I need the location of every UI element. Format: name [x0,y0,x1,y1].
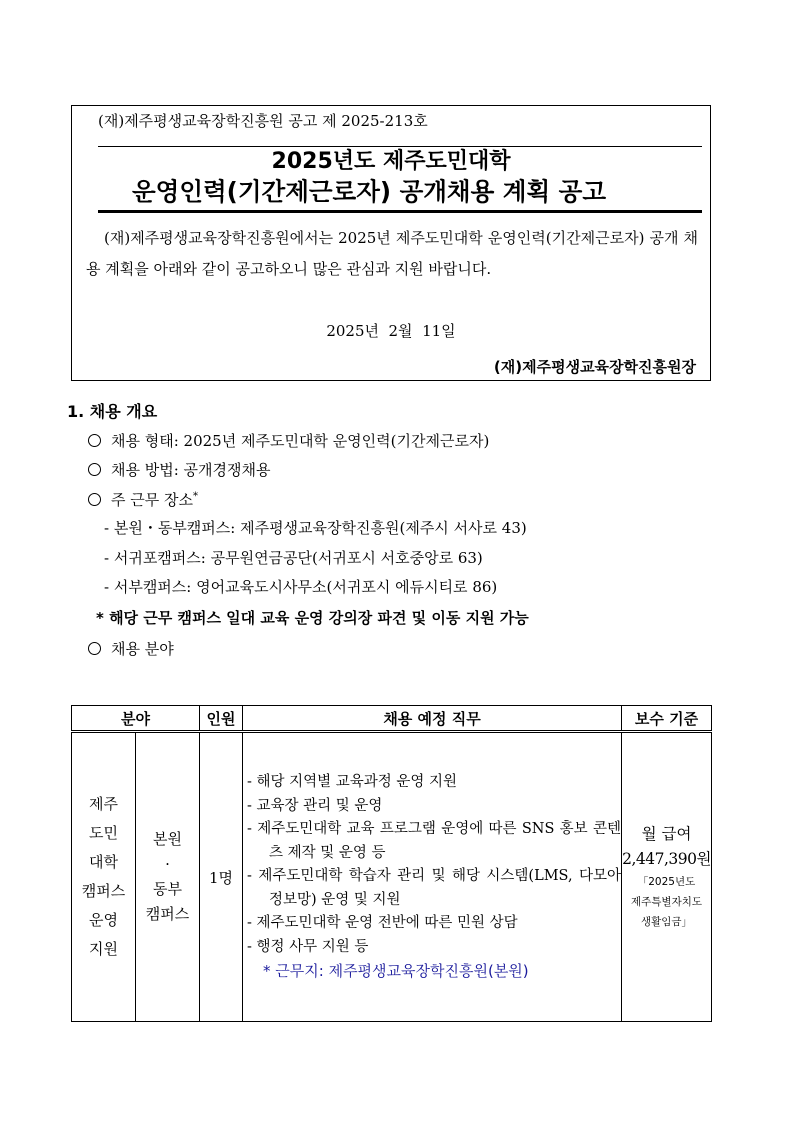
duties-list [247,771,621,959]
area-text: 제주 [89,795,118,813]
overview-type [88,430,489,451]
pay-label: 월 급여 [641,825,692,843]
notice-title-line2: 운영인력(기간제근로자) 공개채용 계획 공고 [132,177,606,206]
campus-text: 캠퍼스 [145,905,190,923]
notice-date: 2025년 2월 11일 [326,322,456,340]
header-headcount: 인원 [200,706,243,732]
location-item: - 서귀포캠퍼스: 공무원연금공단(서귀포시 서호중앙로 63) [104,549,483,567]
recruitment-table [71,705,712,1022]
overview-location-label: 주 근무 장소 [111,491,193,509]
area-text: 대학 [89,853,118,871]
section-heading-overview: 1. 채용 개요 [67,402,158,421]
header-field: 분야 [72,706,200,732]
circle-bullet-icon [88,463,101,476]
overview-method-text: 채용 방법: 공개경쟁채용 [111,461,271,479]
pay-note: 「2025년도 [637,876,696,888]
circle-bullet-icon [88,642,101,655]
workplace-note: * 근무지: 제주평생교육장학진흥원(본원) [263,962,529,980]
overview-method [88,459,271,480]
overview-field-text: 채용 분야 [111,640,174,658]
title-bottom-rule [98,210,702,213]
list-item: - 해당 지역별 교육과정 운영 지원 [247,774,458,790]
circle-bullet-icon [88,434,101,447]
headcount-cell: 1명 [200,732,243,1022]
notice-organization: (재)제주평생교육장학진흥원장 [493,358,696,376]
list-item: - 제주도민대학 학습자 관리 및 해당 시스템(LMS, 다모아정보망) 운영 및 지원 [247,868,622,908]
area-cell [72,732,136,1022]
table-row [72,732,712,1022]
overview-location [88,489,198,510]
list-item: - 행정 사무 지원 등 [247,938,369,955]
area-text: 도민 [89,824,118,842]
footnote-mark: * [193,491,198,502]
header-duties: 채용 예정 직무 [243,706,622,732]
campus-cell [136,732,200,1022]
list-item: - 제주도민대학 운영 전반에 따른 민원 상담 [247,915,518,931]
circle-bullet-icon [88,493,101,506]
list-item: - 교육장 관리 및 운영 [247,797,383,814]
campus-text: · [165,855,170,873]
list-item: - 제주도민대학 교육 프로그램 운영에 따른 SNS 홍보 콘텐츠 제작 및 운영 등 [247,821,622,861]
notice-number: (재)제주평생교육장학진흥원 공고 제 2025-213호 [98,112,428,130]
pay-amount: 2,447,390원 [622,850,711,868]
area-text: 캠퍼스 [81,882,126,900]
table-header-row [72,706,712,732]
pay-note: 생활임금」 [640,916,693,928]
notice-intro: (재)제주평생교육장학진흥원에서는 2025년 제주도민대학 운영인력(기간제근로자) 공개 채용 계획을 아래와 같이 공고하오니 많은 관심과 지원 바랍니다. [86,229,698,278]
location-item: - 서부캠퍼스: 영어교육도시사무소(서귀포시 에듀시티로 86) [104,578,498,596]
header-pay: 보수 기준 [622,706,712,732]
area-text: 지원 [89,940,118,958]
title-top-rule [98,146,702,147]
location-item: - 본원・동부캠퍼스: 제주평생교육장학진흥원(제주시 서사로 43) [104,519,527,537]
campus-text: 본원 [153,830,182,848]
notice-title-line1: 2025년도 제주도민대학 [271,149,511,174]
overview-field [88,638,174,659]
duties-cell [243,732,622,1022]
overview-type-text: 채용 형태: 2025년 제주도민대학 운영인력(기간제근로자) [111,432,490,450]
pay-cell [622,732,712,1022]
location-note: * 해당 근무 캠퍼스 일대 교육 운영 강의장 파견 및 이동 지원 가능 [96,609,529,627]
area-text: 운영 [89,911,118,929]
campus-text: 동부 [153,880,182,898]
pay-note: 제주특별자치도 [631,896,703,908]
notice-box [71,105,711,381]
